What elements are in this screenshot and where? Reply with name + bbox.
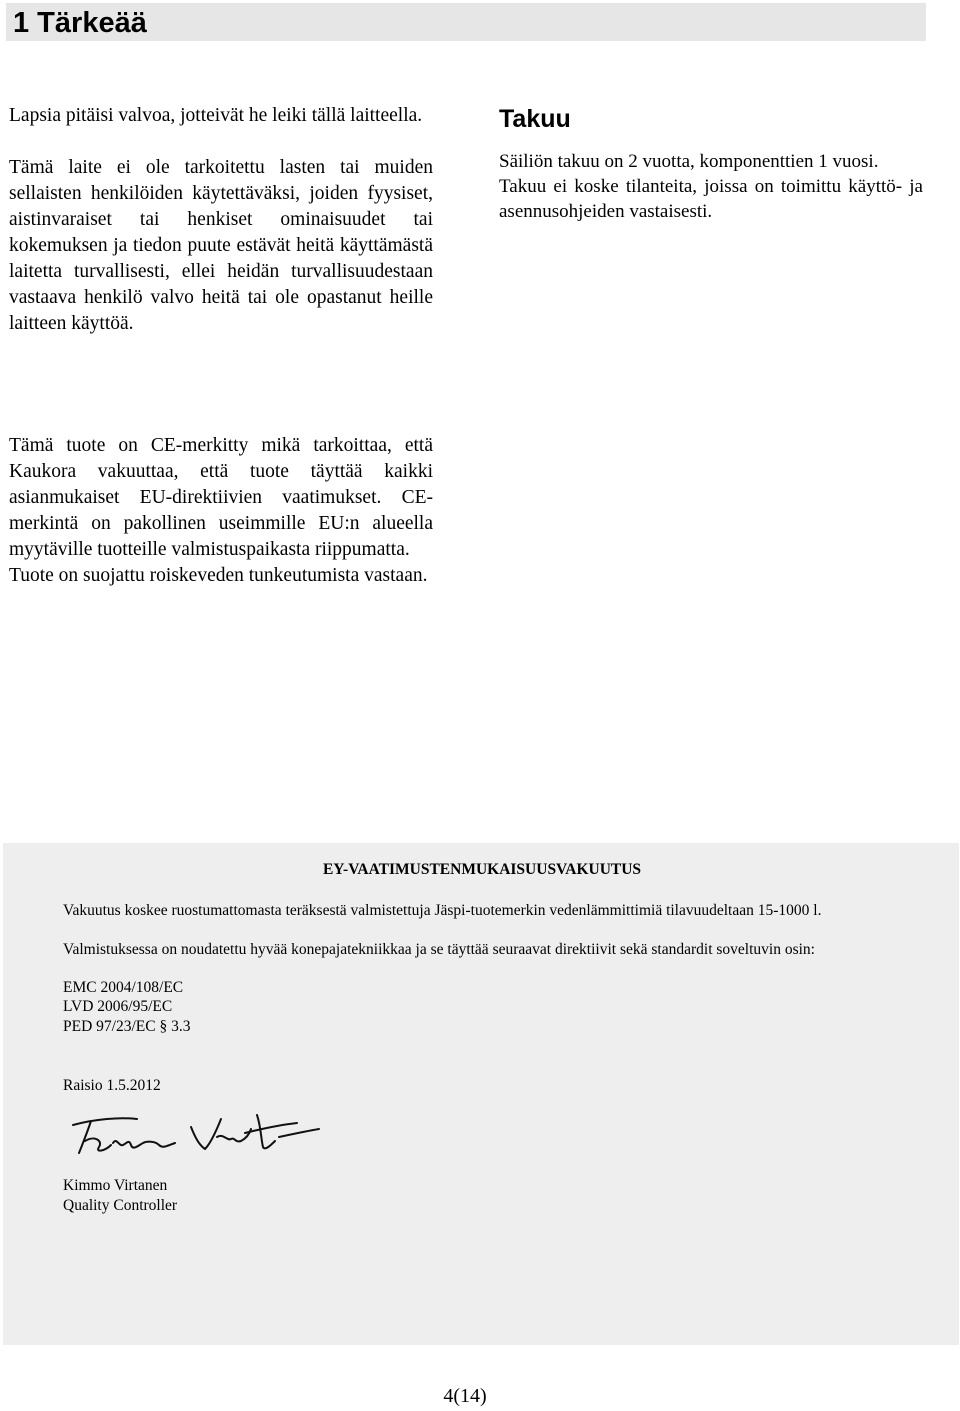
declaration-statement: Vakuutus koskee ruostumattomasta teräksestä valmistettuja Jäspi-tuotemerkin vedenlämmittimiä tilavuudeltaan 15-1000 l. <box>63 902 822 919</box>
declaration-compliance: Valmistuksessa on noudatettu hyvää konepajatekniikkaa ja se täyttää seuraavat direktiivit sekä standardit soveltuvin osin: <box>63 941 815 958</box>
handwritten-signature <box>65 1107 325 1163</box>
warranty-column <box>499 103 923 224</box>
directive-ped: PED 97/23/EC § 3.3 <box>63 1018 191 1035</box>
safety-column <box>9 103 433 337</box>
usage-restriction-paragraph: Tämä laite ei ole tarkoitettu lasten tai muiden sellaisten henkilöiden käytettäväksi, joiden fyysiset, aistinvaraiset tai henkiset ominaisuudet tai kokemuksen ja tiedon puute estävät heitä käyttämästä laitetta turvallisesti, ellei heidän turvallisuudestaan vastaava henkilö valvo heitä tai ole opastanut heille laitteen käyttöä. <box>9 157 433 334</box>
conformity-declaration-box <box>3 843 959 1345</box>
warranty-exclusion-paragraph: Takuu ei koske tilanteita, joissa on toimittu käyttö- ja asennusohjeiden vastaisesti. <box>499 176 923 222</box>
directive-emc: EMC 2004/108/EC <box>63 979 184 996</box>
warranty-heading: Takuu <box>499 105 571 133</box>
directive-lvd: LVD 2006/95/EC <box>63 998 173 1015</box>
supervision-paragraph: Lapsia pitäisi valvoa, jotteivät he leiki tällä laitteella. <box>9 105 423 126</box>
signer-name: Kimmo Virtanen <box>63 1177 168 1194</box>
section-header <box>6 3 926 41</box>
ce-marking-block <box>9 433 433 589</box>
ce-marking-paragraph: Tämä tuote on CE-merkitty mikä tarkoittaa, että Kaukora vakuuttaa, että tuote täyttää kaikki asianmukaiset EU-direktiivien vaatimukset. CE-merkintä on pakollinen useimmille EU:n alueella myytäville tuotteille valmistuspaikasta riippumatta. <box>9 435 433 560</box>
place-date: Raisio 1.5.2012 <box>63 1077 161 1094</box>
splash-protection-paragraph: Tuote on suojattu roiskeveden tunkeutumista vastaan. <box>9 565 428 586</box>
page-number: 4(14) <box>443 1385 487 1407</box>
section-title: 1 Tärkeää <box>13 7 147 39</box>
signer-title: Quality Controller <box>63 1197 178 1214</box>
warranty-period-paragraph: Säiliön takuu on 2 vuotta, komponenttien 1 vuosi. <box>499 151 879 172</box>
declaration-title: EY-VAATIMUSTENMUKAISUUSVAKUUTUS <box>322 861 642 878</box>
